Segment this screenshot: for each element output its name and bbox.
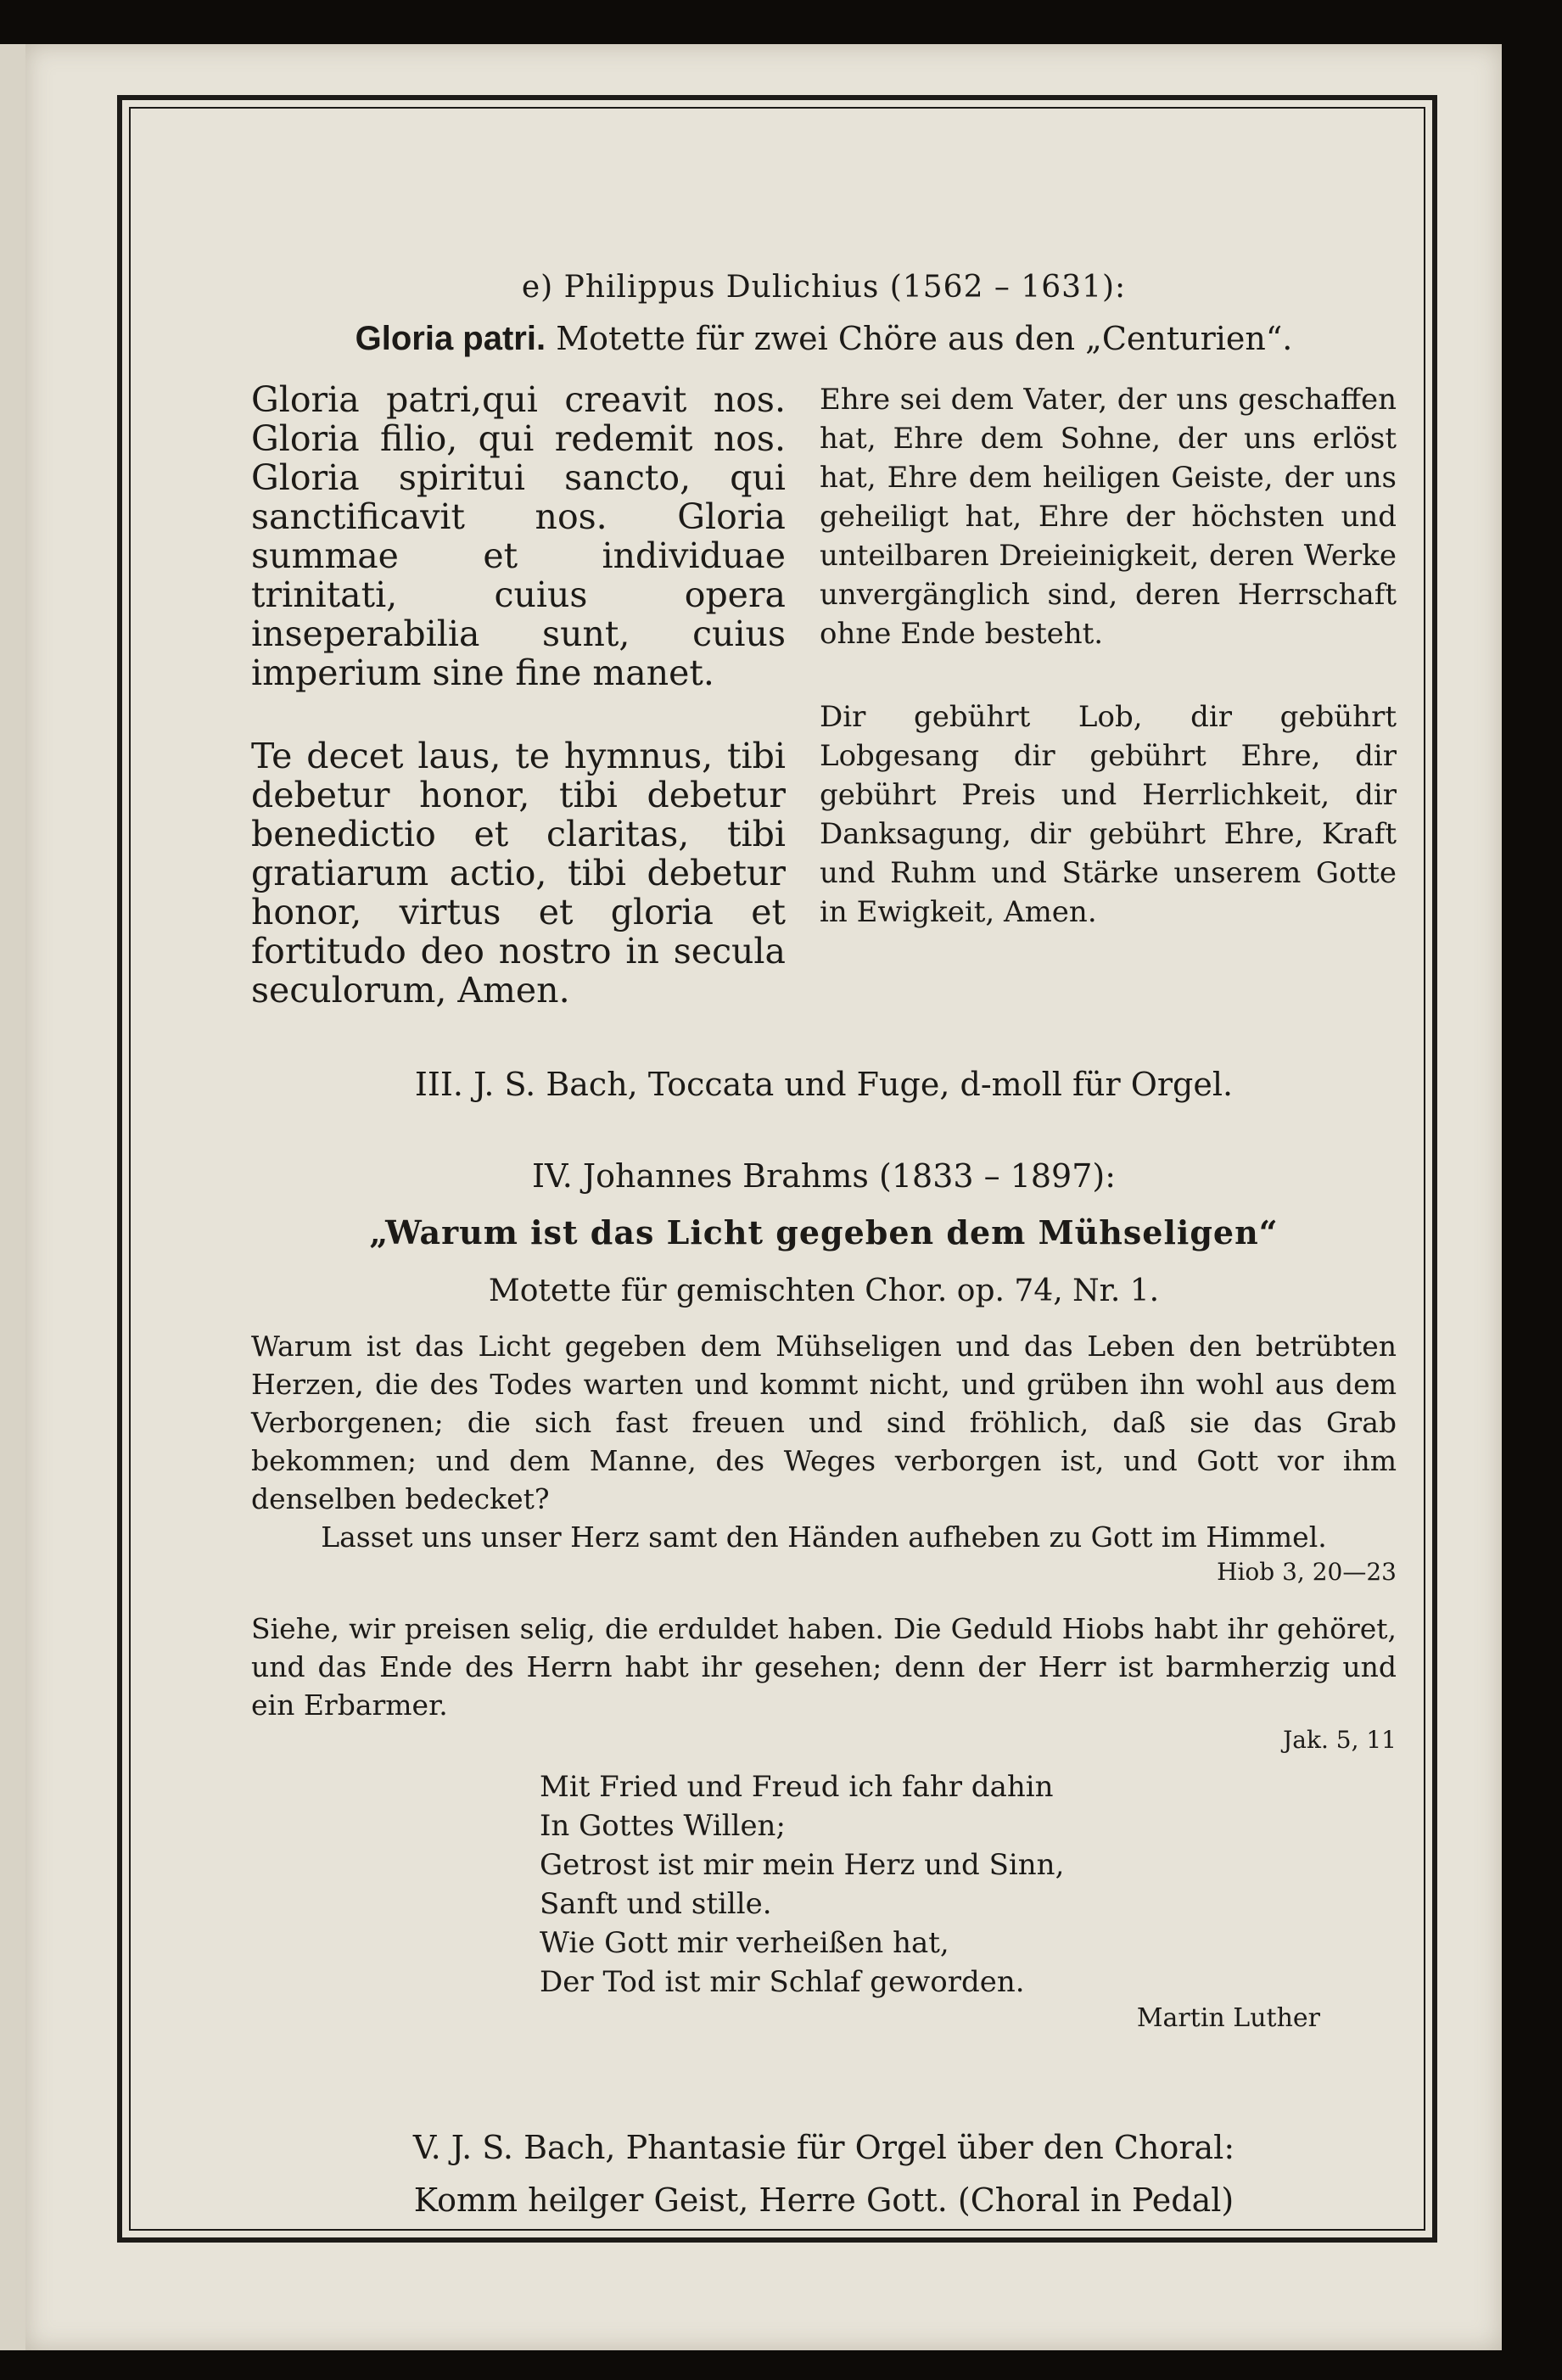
hymn-line: In Gottes Willen;	[540, 1809, 786, 1843]
bible-ref-2: Jak. 5, 11	[1283, 1726, 1397, 1754]
german-paragraph-1: Ehre sei dem Vater, der uns geschaffen hat, Ehre dem Sohne, der uns erlöst hat, Ehre dem heiligen Geiste, der uns geheiligt hat, Ehre der höchsten und unteilbaren Dreieinigkeit, deren Werke unvergänglich sind, deren Herrschaft ohne Ende besteht.	[820, 383, 1397, 651]
page-border-inner	[129, 107, 1425, 2231]
bible-text-2: Siehe, wir preisen selig, die erduldet haben. Die Geduld Hiobs habt ihr gehöret, und das Ende des Herrn habt ihr gesehen; denn der Herr ist barmherzig und ein Erbarmer.	[251, 1612, 1397, 1722]
bible-text-1-last-line: Lasset uns unser Herz samt den Händen aufheben zu Gott im Himmel.	[321, 1520, 1327, 1554]
parallel-text	[251, 380, 1397, 1010]
german-column	[820, 380, 1397, 1010]
section-5-line-1: V. J. S. Bach, Phantasie für Orgel über den Choral:	[412, 2129, 1235, 2166]
latin-column	[251, 380, 786, 1010]
section-5	[251, 2121, 1397, 2226]
hymn-line: Der Tod ist mir Schlaf geworden.	[540, 1965, 1025, 1999]
section-4-heading: IV. Johannes Brahms (1833 – 1897):	[531, 1157, 1117, 1195]
latin-paragraph-1: Gloria patri,qui creavit nos. Gloria filio, qui redemit nos. Gloria spiritui sancto, qui sanctificavit nos. Gloria summae et individuae trinitati, cuius opera inseperabilia sunt, cuius imperium sine fine manet.	[251, 379, 786, 693]
german-paragraph-2: Dir gebührt Lob, dir gebührt Lobgesang dir gebührt Ehre, dir gebührt Preis und Herrlichkeit, dir Danksagung, dir gebührt Ehre, Kraft und Ruhm und Stärke unserem Gotte in Ewigkeit, Amen.	[820, 700, 1397, 929]
section-e-title-bold: Gloria patri.	[355, 320, 546, 357]
hymn-line: Mit Fried und Freud ich fahr dahin	[540, 1770, 1054, 1804]
latin-paragraph-2: Te decet laus, te hymnus, tibi debetur honor, tibi debetur benedictio et claritas, tibi gratiarum actio, tibi debetur honor, virtus et gloria et fortitudo deo nostro in secula seculorum, Amen.	[251, 736, 786, 1011]
hymn-author: Martin Luther	[1136, 2003, 1320, 2033]
page-border	[117, 95, 1437, 2243]
facing-page-edge	[0, 44, 27, 2350]
hymn-verse	[540, 1767, 1397, 2002]
hymn-line: Getrost ist mir mein Herz und Sinn,	[540, 1848, 1065, 1882]
section-e-title	[251, 320, 1397, 358]
hymn-line: Sanft und stille.	[540, 1887, 772, 1921]
section-4-title: „Warum ist das Licht gegeben dem Mühseligen“	[369, 1213, 1279, 1252]
bible-ref-1: Hiob 3, 20—23	[1217, 1558, 1397, 1586]
section-3-heading: III. J. S. Bach, Toccata und Fuge, d-moll für Orgel.	[414, 1066, 1234, 1103]
section-5-line-2: Komm heilger Geist, Herre Gott. (Choral in Pedal)	[413, 2181, 1234, 2219]
page-content	[251, 270, 1397, 2226]
section-4-subtitle: Motette für gemischten Chor. op. 74, Nr. 1.	[488, 1274, 1160, 1308]
bible-text-1: Warum ist das Licht gegeben dem Mühseligen und das Leben den betrübten Herzen, die des Todes warten und kommt nicht, und grüben ihn wohl aus dem Verborgenen; die sich fast freuen und sind fröhlich, daß sie das Grab bekommen; und dem Manne, des Weges verborgen ist, und Gott vor ihm denselben bedecket?	[251, 1330, 1397, 1515]
section-e-composer: e) Philippus Dulichius (1562 – 1631):	[521, 270, 1127, 305]
section-e-title-rest: Motette für zwei Chöre aus den „Centurien“.	[546, 320, 1293, 357]
hymn-line: Wie Gott mir verheißen hat,	[540, 1926, 949, 1960]
